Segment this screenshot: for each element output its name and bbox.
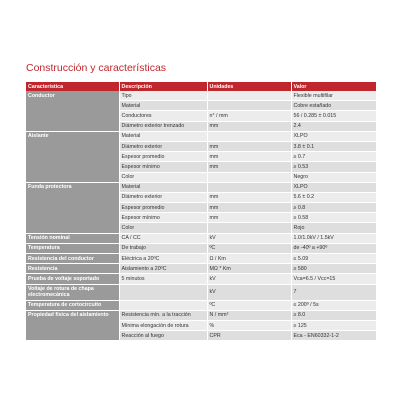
cell-valor: ≤ 200º / 5s xyxy=(291,300,376,310)
cell-descripcion: Espesor mínimo xyxy=(119,162,207,172)
cell-valor: 7 xyxy=(291,284,376,300)
header-valor: Valor xyxy=(291,82,376,91)
cell-descripcion xyxy=(119,300,207,310)
cell-descripcion: Resistencia mín. a la tracción xyxy=(119,310,207,320)
cell-caracteristica: Tensión nominal xyxy=(26,233,119,243)
cell-unidades: mm xyxy=(207,141,291,151)
cell-caracteristica: Resistencia xyxy=(26,264,119,274)
cell-descripcion: CA / CC xyxy=(119,233,207,243)
cell-caracteristica: Conductor xyxy=(26,91,119,131)
cell-unidades: mm xyxy=(207,203,291,213)
cell-valor: ≥ 0.58 xyxy=(291,213,376,223)
cell-descripcion: Reacción al fuego xyxy=(119,331,207,341)
cell-unidades xyxy=(207,91,291,101)
header-descripcion: Descripción xyxy=(119,82,207,91)
cell-unidades: mm xyxy=(207,213,291,223)
cell-unidades: mm xyxy=(207,192,291,202)
cell-descripcion: Color xyxy=(119,223,207,233)
cell-valor: XLPO xyxy=(291,131,376,141)
cell-unidades: mm xyxy=(207,162,291,172)
cell-descripcion: Mínima elongación de rotura xyxy=(119,320,207,330)
table-row xyxy=(26,233,376,243)
cell-valor: 56 / 0.285 ± 0.015 xyxy=(291,111,376,121)
cell-caracteristica: Resistencia del conductor xyxy=(26,254,119,264)
cell-descripcion: Aislamiento a 20ºC xyxy=(119,264,207,274)
cell-caracteristica: Aislante xyxy=(26,131,119,182)
cell-descripcion: Material xyxy=(119,101,207,111)
table-row xyxy=(26,284,376,300)
cell-valor: ≥ 0.53 xyxy=(291,162,376,172)
cell-descripcion: Diámetro exterior xyxy=(119,192,207,202)
table-row xyxy=(26,274,376,284)
cell-valor: ≤ 5.09 xyxy=(291,254,376,264)
cell-valor: Negro xyxy=(291,172,376,182)
cell-unidades: ºC xyxy=(207,243,291,253)
cell-descripcion: Eléctrica a 20ºC xyxy=(119,254,207,264)
table-row xyxy=(26,91,376,101)
table-row xyxy=(26,310,376,320)
table-row xyxy=(26,254,376,264)
cell-caracteristica: Temperatura xyxy=(26,243,119,253)
cell-caracteristica: Propiedad física del aislamiento xyxy=(26,310,119,341)
cell-unidades: n° / mm xyxy=(207,111,291,121)
table-row xyxy=(26,243,376,253)
cell-valor: Eca - EN60332-1-2 xyxy=(291,331,376,341)
cell-unidades: Ω / Km xyxy=(207,254,291,264)
cell-descripcion: Diámetro exterior xyxy=(119,141,207,151)
cell-descripcion: Espesor promedio xyxy=(119,152,207,162)
table-header-row xyxy=(26,82,376,91)
cell-valor: 5.6 ± 0.2 xyxy=(291,192,376,202)
cell-descripcion: Material xyxy=(119,131,207,141)
cell-unidades xyxy=(207,131,291,141)
cell-valor: ≥ 8.0 xyxy=(291,310,376,320)
cell-descripcion: Diámetro exterior trenzado xyxy=(119,121,207,131)
table-row xyxy=(26,264,376,274)
cell-unidades xyxy=(207,223,291,233)
cell-descripcion: Espesor promedio xyxy=(119,203,207,213)
cell-descripcion: 5 minutos xyxy=(119,274,207,284)
cell-caracteristica: Funda protectora xyxy=(26,182,119,233)
cell-caracteristica: Voltaje de rotura de chapa electromecánica xyxy=(26,284,119,300)
cell-valor: ≥ 0.7 xyxy=(291,152,376,162)
cell-caracteristica: Temperatura de cortocircuito xyxy=(26,300,119,310)
cell-valor: Rojo xyxy=(291,223,376,233)
cell-valor: Vca=6.5 / Vcc=15 xyxy=(291,274,376,284)
cell-valor: 3.8 ± 0.1 xyxy=(291,141,376,151)
cell-valor: de -40º a +90º xyxy=(291,243,376,253)
cell-caracteristica: Prueba de voltaje soportado xyxy=(26,274,119,284)
spec-table xyxy=(26,82,377,341)
cell-descripcion: Conductores xyxy=(119,111,207,121)
cell-unidades: ºC xyxy=(207,300,291,310)
cell-valor: ≥ 580 xyxy=(291,264,376,274)
cell-descripcion: Color xyxy=(119,172,207,182)
page-title: Construcción y características xyxy=(26,62,167,74)
cell-valor: ≥ 125 xyxy=(291,320,376,330)
header-unidades: Unidades xyxy=(207,82,291,91)
table-row xyxy=(26,182,376,192)
table-row xyxy=(26,131,376,141)
cell-descripcion: Espesor mínimo xyxy=(119,213,207,223)
cell-unidades: % xyxy=(207,320,291,330)
cell-unidades: MΩ * Km xyxy=(207,264,291,274)
cell-descripcion: Tipo xyxy=(119,91,207,101)
cell-valor: ≥ 0.8 xyxy=(291,203,376,213)
table-row xyxy=(26,300,376,310)
cell-valor: 1.0/1.0kV / 1.5kV xyxy=(291,233,376,243)
header-caracteristica: Característica xyxy=(26,82,119,91)
cell-unidades: mm xyxy=(207,152,291,162)
cell-unidades: CPR xyxy=(207,331,291,341)
cell-descripcion xyxy=(119,284,207,300)
cell-unidades xyxy=(207,172,291,182)
cell-unidades xyxy=(207,182,291,192)
cell-valor: XLPO xyxy=(291,182,376,192)
cell-valor: Flexible multifilar xyxy=(291,91,376,101)
cell-unidades: kV xyxy=(207,233,291,243)
cell-unidades: N / mm² xyxy=(207,310,291,320)
cell-unidades: kV xyxy=(207,284,291,300)
cell-unidades: mm xyxy=(207,121,291,131)
cell-unidades: kV xyxy=(207,274,291,284)
cell-descripcion: De trabajo xyxy=(119,243,207,253)
cell-unidades xyxy=(207,101,291,111)
cell-descripcion: Material xyxy=(119,182,207,192)
cell-valor: Cobre estañado xyxy=(291,101,376,111)
spec-table-body xyxy=(26,91,376,341)
cell-valor: 2.4 xyxy=(291,121,376,131)
